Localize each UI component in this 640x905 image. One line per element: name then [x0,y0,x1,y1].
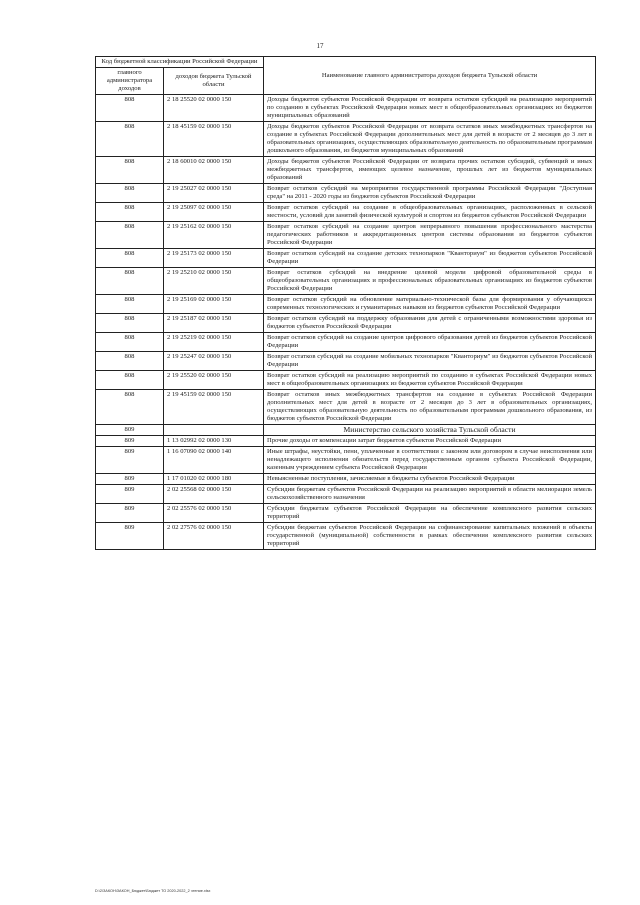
admin-code-cell: 808 [96,222,164,249]
income-name-cell: Возврат остатков субсидий на создание центров цифрового образования детей из бюджетов субъектов Российской Федерации [264,333,596,352]
admin-code-cell: 809 [96,504,164,523]
table-row [96,203,596,222]
income-name-cell: Возврат остатков иных межбюджетных трансфертов на создание в субъектах Российской Федерации дополнительных мест для детей в возрасте от 2 месяцев до 3 лет в образовательных организациях, осуществляющих образовательную деятельность по образовательным программам дошкольного образования, из бюджетов субъектов Российской Федерации [264,390,596,425]
admin-column-header: главного администратора доходов [96,68,164,95]
income-name-cell: Субсидии бюджетам субъектов Российской Федерации на софинансирование капитальных вложений в объекты государственной (муниципальной) собственности в рамках обеспечения комплексного развития сельских территорий [264,523,596,550]
admin-code-cell: 808 [96,122,164,157]
admin-code-cell: 809 [96,425,164,436]
kbk-group-header: Код бюджетной классификации Российской Федерации [96,57,264,68]
admin-code-cell: 808 [96,157,164,184]
income-code-cell: 1 13 02992 02 0000 130 [164,436,264,447]
admin-code-cell: 808 [96,203,164,222]
admin-code-cell: 809 [96,474,164,485]
income-name-cell: Невыясненные поступления, зачисляемые в бюджеты субъектов Российской Федерации [264,474,596,485]
income-code-cell: 2 18 60010 02 0000 150 [164,157,264,184]
table-row [96,268,596,295]
income-name-cell: Иные штрафы, неустойки, пени, уплаченные в соответствии с законом или договором в случае неисполнения или ненадлежащего исполнения обязательств перед государственным органом субъекта Российской Федерации, казенным учреждением субъекта Российской Федерации [264,447,596,474]
income-code-cell: 2 19 25219 02 0000 150 [164,333,264,352]
table-row [96,523,596,550]
income-code-cell: 1 16 07090 02 0000 140 [164,447,264,474]
table-row [96,295,596,314]
income-name-cell: Возврат остатков субсидий на создание детских технопарков "Кванториум" из бюджетов субъектов Российской Федерации [264,249,596,268]
income-name-cell: Возврат остатков субсидий на обновление материально-технической базы для формирования у обучающихся современных технологических и гуманитарных навыков из бюджетов субъектов Российской Федерации [264,295,596,314]
income-name-cell: Возврат остатков субсидий на создание центров непрерывного повышения профессионального мастерства педагогических работников и аккредитационных центров системы образования из бюджетов субъектов Российской Федерации [264,222,596,249]
table-row [96,314,596,333]
income-name-cell: Прочие доходы от компенсации затрат бюджетов субъектов Российской Федерации [264,436,596,447]
admin-code-cell: 808 [96,333,164,352]
table-row [96,222,596,249]
income-code-cell: 2 19 25520 02 0000 150 [164,371,264,390]
admin-code-cell: 808 [96,295,164,314]
admin-code-cell: 809 [96,447,164,474]
table-row [96,390,596,425]
income-name-cell: Возврат остатков субсидий на создание в общеобразовательных организациях, расположенных в сельской местности, условий для занятий физической культурой и спортом из бюджетов субъектов Российской Федерации [264,203,596,222]
income-code-cell: 2 19 25247 02 0000 150 [164,352,264,371]
income-name-cell: Министерство сельского хозяйства Тульской области [264,425,596,436]
income-code-cell: 2 19 25169 02 0000 150 [164,295,264,314]
admin-code-cell: 808 [96,390,164,425]
table-row [96,447,596,474]
income-code-cell: 2 19 25187 02 0000 150 [164,314,264,333]
income-code-cell [164,425,264,436]
income-name-cell: Доходы бюджетов субъектов Российской Федерации от возврата остатков иных межбюджетных трансфертов на создание в субъектах Российской Федерации дополнительных мест для детей в возрасте от 2 месяцев до 3 лет в образовательных организациях, осуществляющих образовательную деятельность по образовательным программам дошкольного образования, из бюджетов муниципальных образований [264,122,596,157]
table-row [96,474,596,485]
income-code-cell: 2 19 25173 02 0000 150 [164,249,264,268]
admin-code-cell: 808 [96,249,164,268]
income-code-cell: 2 02 27576 02 0000 150 [164,523,264,550]
admin-code-cell: 808 [96,268,164,295]
admin-code-cell: 808 [96,184,164,203]
income-name-cell: Субсидии бюджетам субъектов Российской Федерации на обеспечение комплексного развития сельских территорий [264,504,596,523]
admin-code-cell: 809 [96,523,164,550]
table-row [96,249,596,268]
income-column-header: доходов бюджета Тульской области [164,68,264,95]
footer-file-path: D:\2\ЗАКОН\ЗАКОН_Бюджет\Бюджет ТО 2020-2022_2 чтение.xlsx [95,889,211,893]
income-name-cell: Возврат остатков субсидий на внедрение целевой модели цифровой образовательной среды в общеобразовательных организациях и профессиональных образовательных организациях из бюджетов субъектов Российской Федерации [264,268,596,295]
income-code-cell: 2 02 25568 02 0000 150 [164,485,264,504]
table-row [96,485,596,504]
income-name-cell: Субсидии бюджетам субъектов Российской Федерации на реализацию мероприятий в области мелиорации земель сельскохозяйственного назначения [264,485,596,504]
income-name-cell: Возврат остатков субсидий на поддержку образования для детей с ограниченными возможностями здоровья из бюджетов субъектов Российской Федерации [264,314,596,333]
table-row [96,184,596,203]
admin-code-cell: 808 [96,352,164,371]
table-row [96,352,596,371]
table-row [96,333,596,352]
table-body [96,95,596,550]
income-code-cell: 2 19 25162 02 0000 150 [164,222,264,249]
income-name-cell: Доходы бюджетов субъектов Российской Федерации от возврата остатков субсидий на реализацию мероприятий по созданию в субъектах Российской Федерации новых мест в общеобразовательных организациях из бюджетов муниципальных образований [264,95,596,122]
income-code-cell: 2 19 25210 02 0000 150 [164,268,264,295]
admin-code-cell: 809 [96,485,164,504]
income-code-cell: 2 18 25520 02 0000 150 [164,95,264,122]
income-name-cell: Доходы бюджетов субъектов Российской Федерации от возврата прочих остатков субсидий, субвенций и иных межбюджетных трансфертов, имеющих целевое назначение, прошлых лет из бюджетов муниципальных образований [264,157,596,184]
income-name-cell: Возврат остатков субсидий на реализацию мероприятий по созданию в субъектах Российской Федерации новых мест в общеобразовательных организациях из бюджетов субъектов Российской Федерации [264,371,596,390]
income-code-cell: 2 19 25097 02 0000 150 [164,203,264,222]
income-name-cell: Возврат остатков субсидий на создание мобильных технопарков "Кванториум" из бюджетов субъектов Российской Федерации [264,352,596,371]
income-code-cell: 2 19 45159 02 0000 150 [164,390,264,425]
table-row [96,157,596,184]
admin-code-cell: 808 [96,371,164,390]
section-row [96,425,596,436]
income-name-cell: Возврат остатков субсидий на мероприятия государственной программы Российской Федерации "Доступная среда" на 2011 - 2020 годы из бюджетов субъектов Российской Федерации [264,184,596,203]
admin-code-cell: 809 [96,436,164,447]
income-code-cell: 1 17 01020 02 0000 180 [164,474,264,485]
table-row [96,504,596,523]
table-row [96,371,596,390]
income-code-cell: 2 18 45159 02 0000 150 [164,122,264,157]
name-column-header: Наименование главного администратора доходов бюджета Тульской области [264,57,596,95]
admin-code-cell: 808 [96,95,164,122]
income-code-cell: 2 19 25027 02 0000 150 [164,184,264,203]
admin-code-cell: 808 [96,314,164,333]
table-row [96,95,596,122]
table-row [96,436,596,447]
page-number: 17 [316,42,324,50]
table-row [96,122,596,157]
income-administrators-table [95,56,596,550]
income-code-cell: 2 02 25576 02 0000 150 [164,504,264,523]
